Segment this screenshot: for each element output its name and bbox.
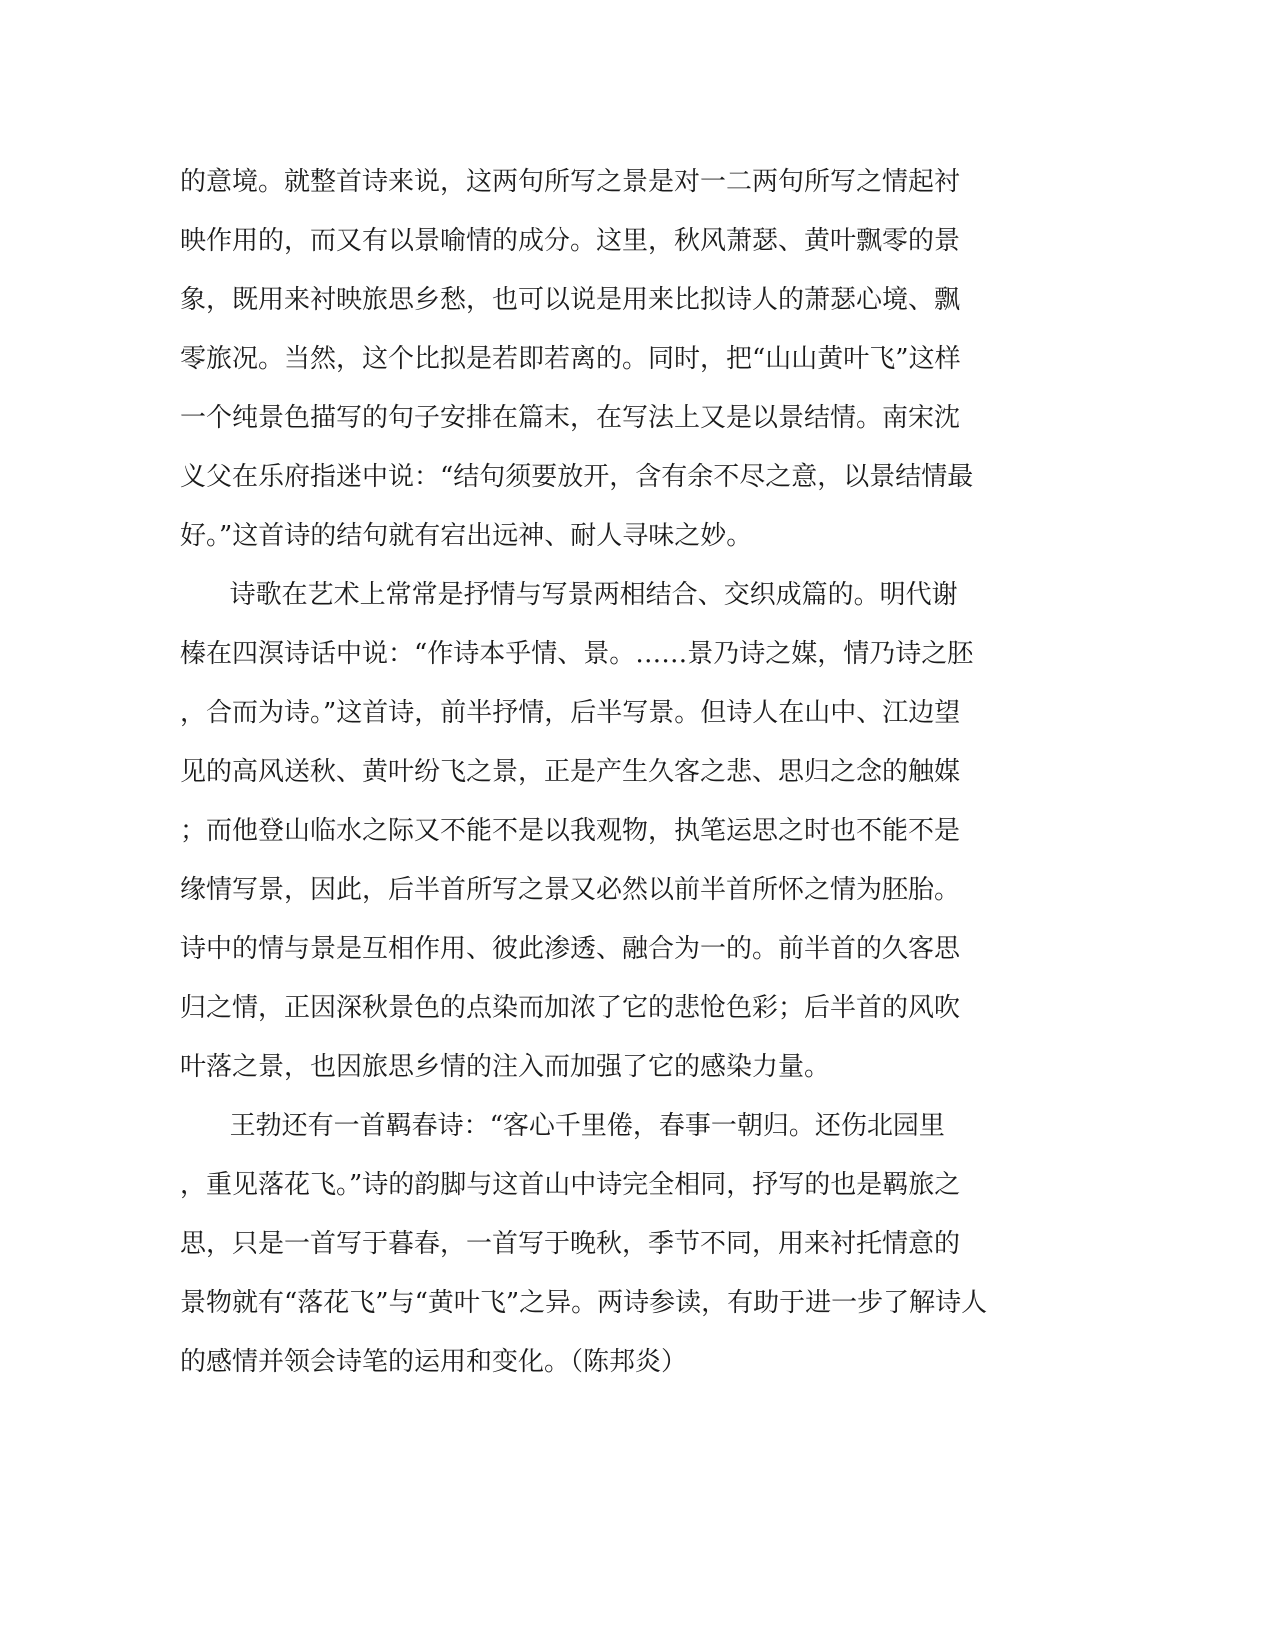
paragraph-1 [180, 153, 1040, 566]
paragraph-3 [180, 1097, 1040, 1392]
text-line: 的感情并领会诗笔的运用和变化。（陈邦炎） [180, 1347, 688, 1377]
text-line: 景物就有“落花飞”与“黄叶飞”之异。两诗参读，有助于进一步了解诗人 [180, 1288, 988, 1318]
text-line: ，重见落花飞。”诗的韵脚与这首山中诗完全相同，抒写的也是羁旅之 [180, 1170, 961, 1200]
text-line: 一个纯景色描写的句子安排在篇末，在写法上又是以景结情。南宋沈 [180, 403, 961, 433]
text-line: 零旅况。当然，这个比拟是若即若离的。同时，把“山山黄叶飞”这样 [180, 344, 961, 374]
article-body [180, 153, 1040, 1392]
text-line: ；而他登山临水之际又不能不是以我观物，执笔运思之时也不能不是 [180, 816, 961, 846]
text-line: 榛在四溟诗话中说：“作诗本乎情、景。……景乃诗之媒，情乃诗之胚 [180, 639, 974, 669]
text-line: 归之情，正因深秋景色的点染而加浓了它的悲怆色彩；后半首的风吹 [180, 993, 961, 1023]
text-line: 义父在乐府指迷中说：“结句须要放开，含有余不尽之意，以景结情最 [180, 462, 974, 492]
text-line: 的意境。就整首诗来说，这两句所写之景是对一二两句所写之情起衬 [180, 167, 961, 197]
text-line: 王勃还有一首羁春诗：“客心千里倦，春事一朝归。还伤北园里 [180, 1111, 945, 1141]
text-line: 缘情写景，因此，后半首所写之景又必然以前半首所怀之情为胚胎。 [180, 875, 961, 905]
text-line: 诗中的情与景是互相作用、彼此渗透、融合为一的。前半首的久客思 [180, 934, 961, 964]
text-line: 见的高风送秋、黄叶纷飞之景，正是产生久客之悲、思归之念的触媒 [180, 757, 961, 787]
text-line: 好。”这首诗的结句就有宕出远神、耐人寻味之妙。 [180, 521, 753, 551]
text-line: ，合而为诗。”这首诗，前半抒情，后半写景。但诗人在山中、江边望 [180, 698, 961, 728]
text-line: 叶落之景，也因旅思乡情的注入而加强了它的感染力量。 [180, 1052, 831, 1082]
paragraph-2 [180, 566, 1040, 1097]
text-line: 思，只是一首写于暮春，一首写于晚秋，季节不同，用来衬托情意的 [180, 1229, 961, 1259]
text-line: 诗歌在艺术上常常是抒情与写景两相结合、交织成篇的。明代谢 [180, 580, 958, 610]
text-line: 象，既用来衬映旅思乡愁，也可以说是用来比拟诗人的萧瑟心境、飘 [180, 285, 961, 315]
text-line: 映作用的，而又有以景喻情的成分。这里，秋风萧瑟、黄叶飘零的景 [180, 226, 961, 256]
